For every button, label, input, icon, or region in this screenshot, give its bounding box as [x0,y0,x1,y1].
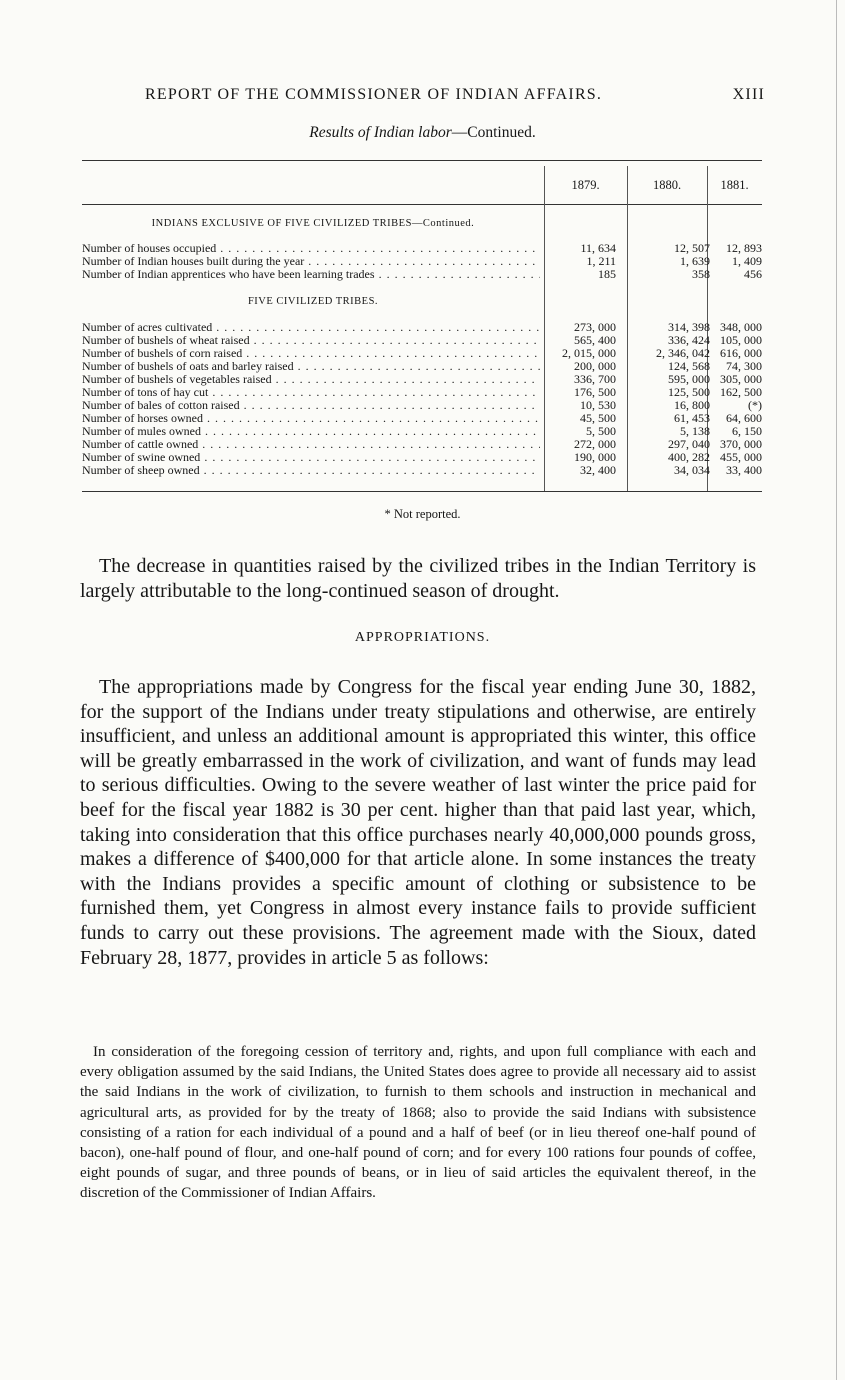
table-top-rule [82,160,762,161]
table-row [82,451,762,464]
row-label: Number of bushels of corn raised . . . [82,347,540,360]
value-1881: 74, 300 [726,359,762,373]
value-1881: 616, 000 [720,346,762,360]
column-header-1880: 1880. [652,178,682,192]
table-header-rule [82,204,762,205]
table-row [82,268,762,281]
row-label: Number of Indian apprentices who have been learning trades . . . [82,268,540,281]
table-row [82,242,762,255]
value-1880: 5, 138 [680,424,710,438]
value-1880: 2, 346, 042 [656,346,710,360]
value-1881: 105, 000 [720,333,762,347]
value-1879: 200, 000 [574,359,616,373]
value-1880: 61, 453 [674,411,710,425]
value-1880: 1, 639 [680,254,710,268]
value-1879: 10, 530 [580,398,616,412]
quoted-article: In consideration of the foregoing cession of territory and, rights, and upon full compliance with each and every obligation assumed by the said Indians, the United States does agree to provide all necessary aid to assist the said Indians in the work of civilization, to furnish to them schools and instruction in mechanical and agricultural arts, as provided for by the treaty of 1868; also to provide the said Indians with subsistence consisting of a ration for each individual of a pound and a half of beef (or in lieu thereof one-half pound of bacon), one-half pound of flour, and one-half pound of corn; and for every 100 rations four pounds of coffee, eight pounds of sugar, and three pounds of beans, or in lieu of said articles the equivalent thereof, in the discretion of the Commissioner of Indian Affairs. [80,1044,756,1202]
value-1881: 305, 000 [720,372,762,386]
value-1880: 297, 040 [668,437,710,451]
page-number: XIII [732,86,765,103]
results-table [82,160,762,495]
table-row [82,321,762,334]
value-1879: 1, 211 [586,254,616,268]
table-caption-italic: Results of Indian labor [309,124,452,141]
value-1879: 565, 400 [574,333,616,347]
table-row [82,464,762,477]
table-row [82,360,762,373]
row-label: Number of bushels of wheat raised . . . [82,334,540,347]
section-title-five-tribes: FIVE CIVILIZED TRIBES. [247,296,379,307]
value-1879: 11, 634 [580,241,616,255]
row-label: Number of houses occupied . . . [82,242,540,255]
paragraph-appropriations: The appropriations made by Congress for the fiscal year ending June 30, 1882, for the support of the Indians under treaty stipulations and otherwise, are entirely insufficient, and unless an additional amount is appropriated this winter, this office will be greatly embarrassed in the work of civilization, and want of funds may lead to serious difficulties. Owing to the severe weather of last winter the price paid for beef for the fiscal year 1882 is 30 per cent. higher than that paid last year, which, taking into consideration that this office purchases nearly 40,000,000 pounds gross, makes a difference of $400,000 for that article alone. In some instances the treaty with the Indians provides a specific amount of clothing or subsistence to be furnished them, yet Congress in almost every instance fails to provide sufficient funds to carry out these provisions. The agreement made with the Sioux, dated February 28, 1877, provides in article 5 as follows: [80,676,756,969]
section-heading-appropriations: APPROPRIATIONS. [354,630,491,645]
value-1879: 336, 700 [574,372,616,386]
table-caption-rest: —Continued. [451,124,536,141]
row-label: Number of tons of hay cut . . . [82,386,540,399]
row-label: Number of acres cultivated . . . [82,321,540,334]
table-footnote: * Not reported. [384,507,461,521]
value-1880: 16, 800 [674,398,710,412]
table-caption [0,124,845,142]
value-1881: 1, 409 [732,254,762,268]
row-label: Number of bales of cotton raised . . . [82,399,540,412]
value-1879: 2, 015, 000 [562,346,616,360]
value-1880: 124, 568 [668,359,710,373]
value-1881: 64, 600 [726,411,762,425]
row-label: Number of mules owned . . . [82,425,540,438]
table-bottom-rule [82,491,762,492]
value-1880: 358 [692,267,710,281]
value-1880: 12, 507 [674,241,710,255]
report-title: REPORT OF THE COMMISSIONER OF INDIAN AFFAIRS. [145,86,603,103]
value-1880: 314, 398 [668,320,710,334]
table-row [82,425,762,438]
value-1879: 185 [598,267,616,281]
table-row [82,373,762,386]
value-1881: 370, 000 [720,437,762,451]
value-1879: 176, 500 [574,385,616,399]
value-1879: 5, 500 [586,424,616,438]
value-1879: 32, 400 [580,463,616,477]
table-row [82,399,762,412]
row-label: Number of bushels of vegetables raised . . . [82,373,540,386]
row-label: Number of cattle owned . . . [82,438,540,451]
value-1881: 348, 000 [720,320,762,334]
section-title-exclusive: INDIANS EXCLUSIVE OF FIVE CIVILIZED TRIBES—Continued. [151,218,475,229]
running-header [145,86,765,104]
value-1880: 336, 424 [668,333,710,347]
value-1880: 125, 500 [668,385,710,399]
table-row [82,438,762,451]
value-1880: 400, 282 [668,450,710,464]
value-1880: 595, 000 [668,372,710,386]
row-label: Number of sheep owned . . . [82,464,540,477]
table-row [82,255,762,268]
value-1881: 6, 150 [732,424,762,438]
value-1880: 34, 034 [674,463,710,477]
table-row [82,412,762,425]
row-label: Number of swine owned . . . [82,451,540,464]
value-1881: (*) [748,398,762,412]
value-1881: 456 [744,267,762,281]
row-label: Number of bushels of oats and barley raised . . . [82,360,540,373]
table-row [82,347,762,360]
column-header-1879: 1879. [571,178,600,192]
paragraph-drought: The decrease in quantities raised by the civilized tribes in the Indian Territory is largely attributable to the long-continued season of drought. [80,555,756,602]
value-1881: 33, 400 [726,463,762,477]
value-1879: 45, 500 [580,411,616,425]
value-1881: 455, 000 [720,450,762,464]
value-1879: 190, 000 [574,450,616,464]
column-header-1881: 1881. [720,178,749,192]
page-edge [836,0,837,1380]
row-label: Number of horses owned . . . [82,412,540,425]
value-1879: 273, 000 [574,320,616,334]
row-label: Number of Indian houses built during the year . . . [82,255,540,268]
value-1879: 272, 000 [574,437,616,451]
value-1881: 162, 500 [720,385,762,399]
value-1881: 12, 893 [726,241,762,255]
table-row [82,386,762,399]
